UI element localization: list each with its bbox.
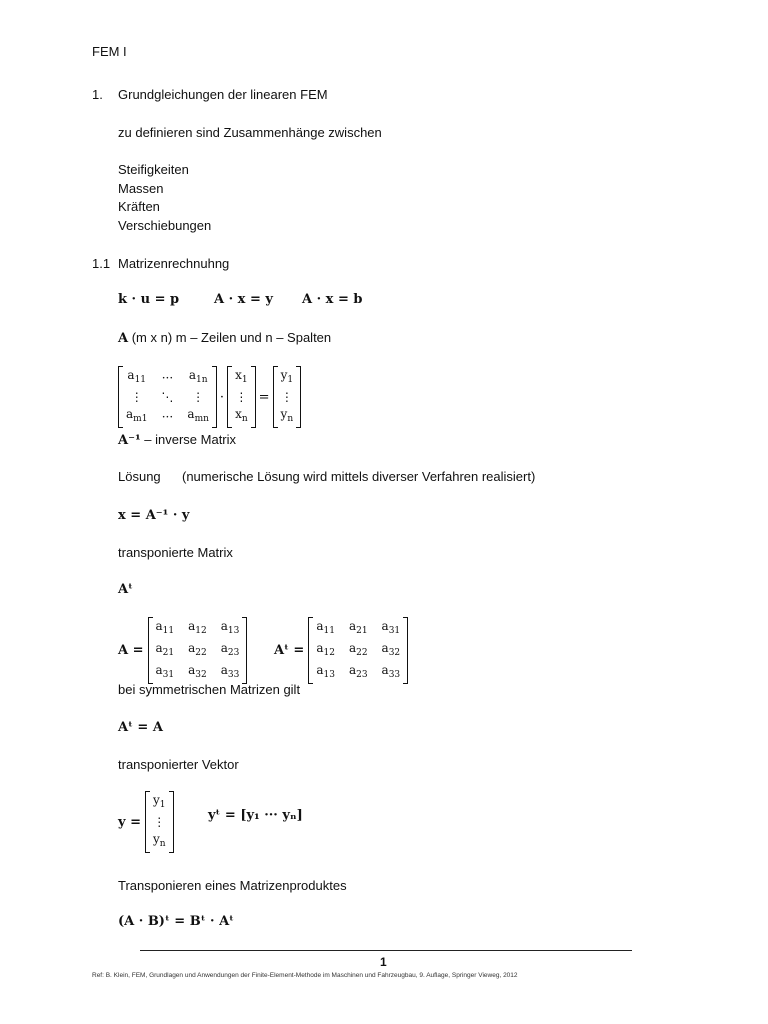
footer-divider — [140, 950, 632, 951]
equation-kup: k · u = p — [118, 292, 180, 307]
matrix-at: $a_{11}$ $a_{21}$ $a_{31}$ $a_{12}$ $a_{22}$ $a_{32}$ $a_{13}$ $a_{23}$ $a_{33}$ — [308, 617, 408, 684]
vector-y-label: y = — [118, 814, 141, 830]
section-title: Grundgleichungen der linearen FEM — [118, 87, 328, 102]
transposed-matrix-heading: transponierte Matrix — [118, 545, 233, 560]
inverse-matrix-line — [118, 432, 236, 448]
page-number: 1 — [380, 955, 387, 969]
list-item: Kräften — [118, 199, 160, 214]
vector-yt-equation: yᵗ = [y₁ ··· yₙ] — [208, 808, 303, 823]
document-header: FEM I — [92, 44, 127, 59]
subsection-title: Matrizenrechnuhng — [118, 256, 230, 271]
matrix-at-label: Aᵗ = — [274, 643, 305, 658]
list-item: Verschiebungen — [118, 218, 212, 233]
transpose-symbol: Aᵗ — [118, 582, 133, 597]
subsection-number: 1.1 — [92, 256, 111, 271]
matrix-symbol: A — [118, 331, 129, 346]
intro-text: zu definieren sind Zusammenhänge zwischen — [118, 125, 382, 140]
transposed-vector-heading: transponierter Vektor — [118, 757, 239, 772]
solution-equation: x = A⁻¹ · y — [118, 508, 190, 523]
list-item: Steifigkeiten — [118, 162, 189, 177]
general-matrix: $a_{11}$ ··· $a_{1n}$ ⋮ ⋱ ⋮ $a_{m1}$ ··· $a_{mn}$ — [118, 366, 217, 428]
vector-x: $x_1$ ⋮ $x_n$ — [227, 366, 256, 428]
matrix-a: $a_{11}$ $a_{12}$ $a_{13}$ $a_{21}$ $a_{22}$ $a_{23}$ $a_{31}$ $a_{32}$ $a_{33}$ — [148, 617, 248, 684]
equation-axb: A · x = b — [302, 292, 363, 307]
product-transpose-heading: Transponieren eines Matrizenproduktes — [118, 878, 347, 893]
symmetric-text: bei symmetrischen Matrizen gilt — [118, 682, 301, 697]
vector-y: $y_1$ ⋮ $y_n$ — [273, 366, 302, 428]
equation-axy: A · x = y — [214, 292, 273, 307]
vector-y-column: $y_1$ ⋮ $y_n$ — [145, 791, 174, 853]
loesung-description: (numerische Lösung wird mittels diverser Verfahren realisiert) — [182, 469, 536, 484]
product-transpose-equation: (A · B)ᵗ = Bᵗ · Aᵗ — [118, 914, 235, 929]
matrix-a-label: A = — [118, 643, 144, 658]
matrix-vector-equation: $a_{11}$ ··· $a_{1n}$ ⋮ ⋱ ⋮ $a_{m1}$ ··· $a_{mn}$ · $x_1$ ⋮ $x_n$ = $y_1$ ⋮ $y_n$ — [118, 366, 301, 428]
list-item: Massen — [118, 181, 164, 196]
matrix-dimension-line — [118, 330, 331, 346]
symmetric-equation: Aᵗ = A — [118, 720, 163, 735]
loesung-label: Lösung — [118, 469, 161, 484]
section-number: 1. — [92, 87, 103, 102]
matrix-dimension-text: (m x n) m – Zeilen und n – Spalten — [128, 330, 332, 345]
footer-reference: Ref: B. Klein, FEM, Grundlagen und Anwendungen der Finite-Element-Methode im Maschinen und Fahrzeugbau, 9. Auflage, Springer Vieweg, 2012 — [92, 972, 518, 979]
inverse-text: – inverse Matrix — [140, 432, 237, 447]
vector-y-equation — [118, 791, 174, 853]
matrix-a-equation — [118, 617, 247, 684]
matrix-at-equation — [274, 617, 408, 684]
inverse-symbol: A⁻¹ — [118, 433, 141, 448]
